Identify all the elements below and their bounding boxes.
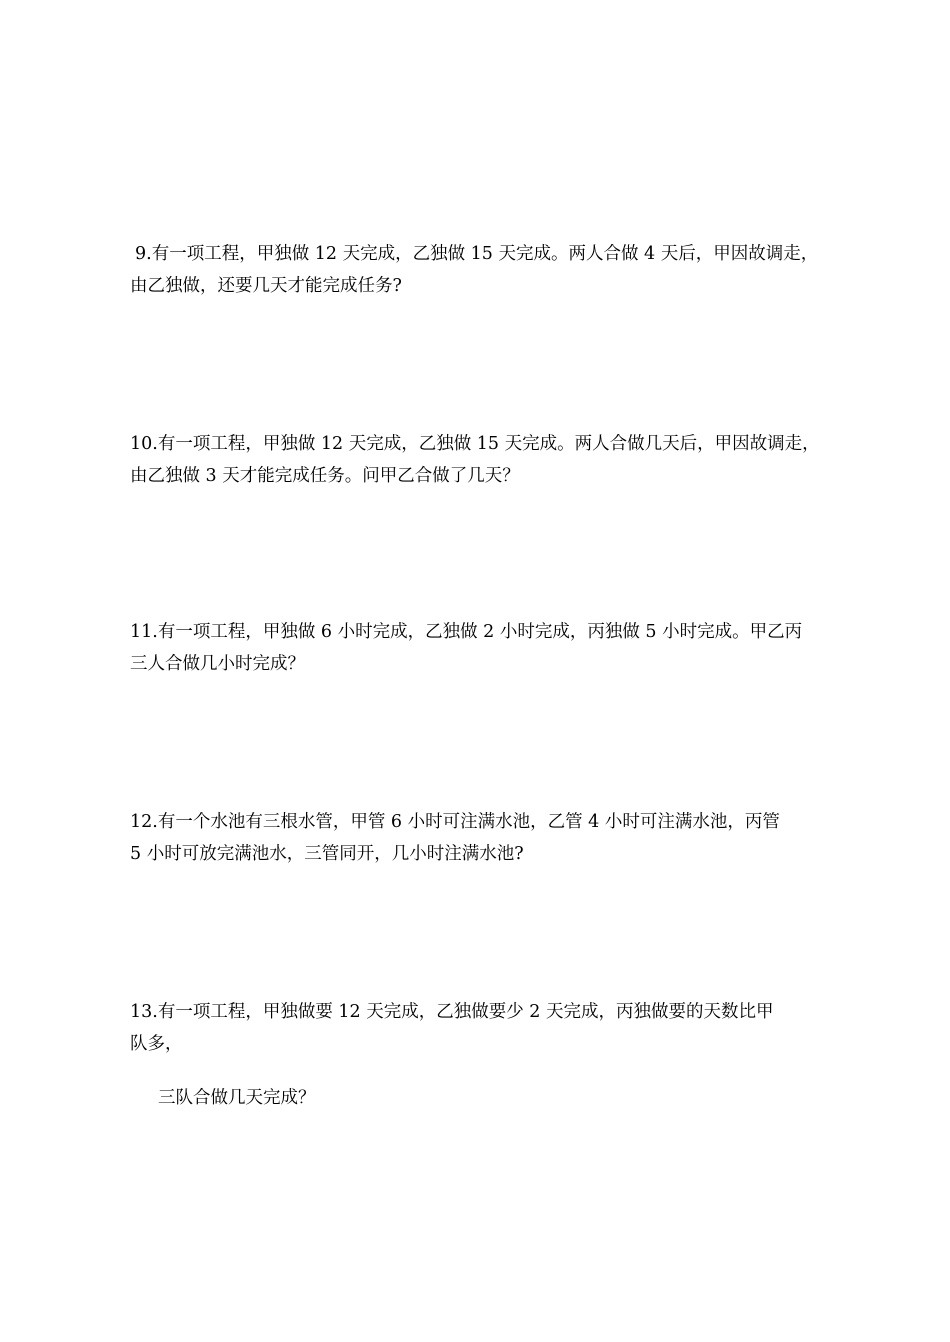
problem-13-line-1: 13.有一项工程，甲独做要 12 天完成，乙独做要少 2 天完成，丙独做要的天数比甲 [130, 1002, 774, 1022]
problem-11-line-2: 三人合做几小时完成？ [130, 654, 305, 674]
problem-9-line-2: 由乙独做，还要几天才能完成任务? [130, 276, 402, 296]
problem-12-line-2: 5 小时可放完满池水，三管同开，几小时注满水池? [130, 844, 524, 864]
problem-11-line-1: 11.有一项工程，甲独做 6 小时完成，乙独做 2 小时完成，丙独做 5 小时完成。甲乙丙 [130, 622, 803, 642]
problem-10 [130, 428, 830, 492]
problem-12 [130, 806, 830, 870]
problem-13-line-3: 三队合做几天完成？ [158, 1088, 316, 1108]
problem-9-line-1: 9.有一项工程，甲独做 12 天完成，乙独做 15 天完成。两人合做 4 天后，甲因故调走， [135, 244, 819, 264]
problem-10-line-1: 10.有一项工程，甲独做 12 天完成，乙独做 15 天完成。两人合做几天后，甲因故调走， [130, 434, 820, 454]
problem-10-line-2: 由乙独做 3 天才能完成任务。问甲乙合做了几天？ [130, 466, 520, 486]
problem-13-line-2: 队多， [130, 1034, 183, 1054]
problem-12-line-1: 12.有一个水池有三根水管，甲管 6 小时可注满水池，乙管 4 小时可注满水池，丙管 [130, 812, 780, 832]
problem-9 [130, 238, 830, 302]
problem-13 [130, 996, 830, 1114]
problem-11 [130, 616, 830, 680]
